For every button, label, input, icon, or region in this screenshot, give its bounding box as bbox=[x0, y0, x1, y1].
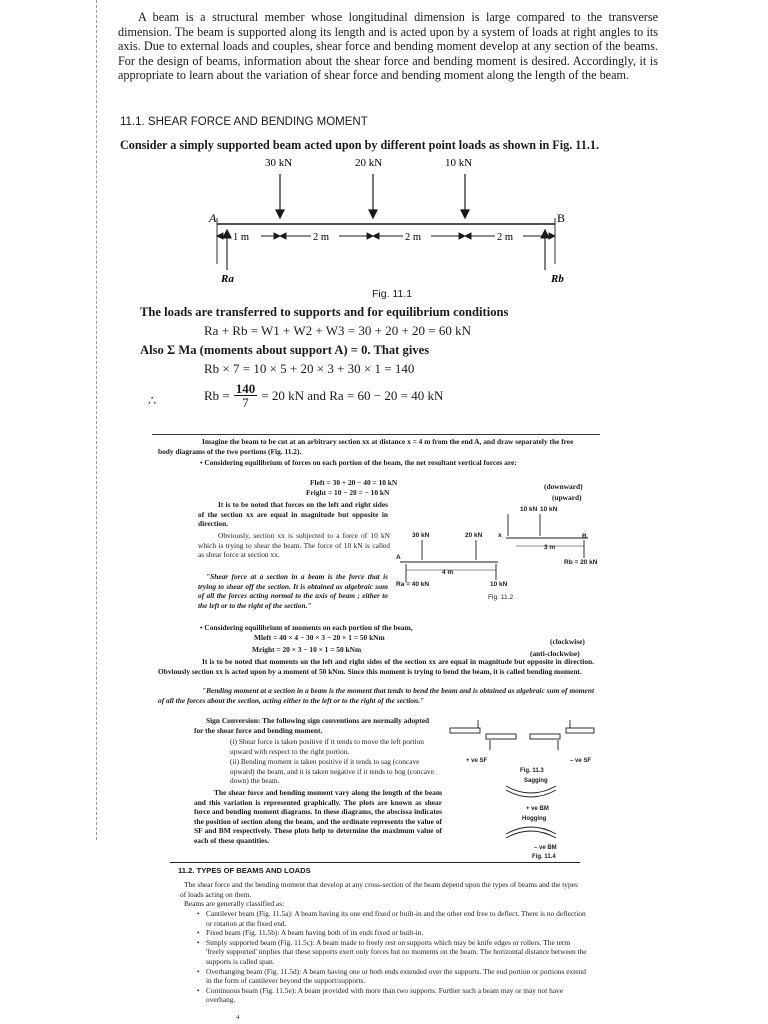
end-a-label: A bbox=[209, 211, 217, 225]
end-b-label: B bbox=[557, 211, 566, 225]
equilibrium-eq2: Rb × 7 = 10 × 5 + 20 × 3 + 30 × 1 = 140 bbox=[204, 361, 415, 376]
eq3-fraction bbox=[234, 382, 258, 409]
dim-arrow-left bbox=[217, 233, 223, 239]
hogging-curve bbox=[506, 827, 556, 834]
pos-bm-label: + ve BM bbox=[526, 806, 549, 812]
noted-moments-paragraph: It is to be noted that moments on the left and right sides of the section xx are equal in magnitude but opposite in direction. Obviously section xx is acted upon by a moment of 50 kNm. Since this moment is trying to bend the beam, it is called bending moment. bbox=[158, 657, 594, 676]
dim-arrow-2b bbox=[373, 233, 379, 239]
sagging-curve bbox=[506, 786, 556, 793]
noted-forces-paragraph: It is to be noted that forces on the left and right sides of the section xx are equal in magnitude but opposite in direction. bbox=[198, 500, 388, 529]
sign-rule-i: (i) Shear force is taken positive if it tends to move the left portion upward with respect to the right portion. bbox=[230, 737, 424, 756]
considering-forces: • Considering equilibrium of forces on each portion of the beam, the net resultant vertical forces are: bbox=[200, 458, 517, 467]
load-arrowhead-20 bbox=[369, 210, 377, 218]
sf-pos-left-block bbox=[450, 728, 480, 733]
f-left-eq: Fleft = 30 + 20 − 40 = 10 kN bbox=[310, 478, 398, 487]
sign-intro: Sign Conversion: The following sign conventions are normally adopted for the shear force and bending moment. bbox=[194, 716, 430, 735]
equilibrium-eq1: Ra + Rb = W1 + W2 + W3 = 30 + 20 + 20 = 60 kN bbox=[204, 323, 472, 338]
sign-rule-ii: (ii) Bending moment is taken positive if it tends to sag (concave upward) the beam, and it is taken negative if it tends to hog (concave down) the beam. bbox=[230, 757, 434, 786]
fig-11-1-diagram bbox=[195, 152, 595, 287]
fig-11-3-4-diagram bbox=[446, 716, 596, 862]
span-1m: 1 m bbox=[233, 232, 250, 243]
neg-sf-label: – ve SF bbox=[570, 758, 592, 764]
section-heading: 11.1. SHEAR FORCE AND BENDING MOMENT bbox=[120, 116, 368, 128]
load-arrowhead-10 bbox=[461, 210, 469, 218]
f-right-eq: Fright = 10 − 20 = − 10 kN bbox=[306, 488, 390, 497]
fig-11-3-caption: Fig. 11.3 bbox=[520, 768, 544, 774]
fig2-span4: 4 m bbox=[442, 569, 454, 576]
reaction-arrowhead-b bbox=[541, 230, 549, 238]
page-mark: 4 bbox=[236, 1014, 240, 1021]
m-right-eq: Mright = 20 × 3 − 10 × 1 = 50 kNm bbox=[252, 645, 362, 654]
fig2-l10a: 10 kN bbox=[540, 506, 558, 513]
m-right-dir: (anti-clockwise) bbox=[530, 649, 580, 658]
m-left-eq: Mleft = 40 × 4 − 30 × 3 − 20 × 1 = 50 kNm bbox=[254, 633, 385, 642]
bottom-top-rule bbox=[170, 862, 580, 863]
hogging-curve-lower bbox=[506, 831, 556, 838]
reaction-arrowhead-a bbox=[223, 230, 231, 238]
fig-11-1-caption: Fig. 11.1 bbox=[372, 288, 413, 300]
fig2-ra: Ra = 40 kN bbox=[396, 581, 430, 588]
m-left-dir: (clockwise) bbox=[550, 637, 585, 646]
consider-line: Consider a simply supported beam acted upon by different point loads as shown in Fig. 11.1. bbox=[120, 138, 600, 152]
equilibrium-line1: The loads are transferred to supports and for equilibrium conditions bbox=[140, 305, 509, 319]
pos-sf-label: + ve SF bbox=[466, 758, 488, 764]
span-2m-b: 2 m bbox=[405, 232, 422, 243]
sf-neg-left-block bbox=[530, 734, 560, 739]
list-item-continuous: • Continuous beam (Fig. 11.5e): A beam provided with more than two supports. Further such a beam may or may not have overhang. bbox=[206, 986, 588, 1005]
therefore-symbol: ∴ bbox=[148, 393, 157, 408]
intro-paragraph: A beam is a structural member whose longitudinal dimension is large compared to the transverse dimension. The beam is supported along its length and is acted upon by a system of loads at right angles to its axis. Due to external loads and couples, shear force and bending moment develop at any section of the beams. For the design of beams, information about the shear force and bending moment is desired. Accordingly, it is appropriate to learn about the variation of shear force and bending moment along the length of the beam. bbox=[118, 10, 658, 83]
shear-definition: "Shear force at a section in a beam is the force that is trying to shear off the section. It is obtained as algebraic sum of all the forces acting normal to the axis of beam ; either to the left or to the right of the section." bbox=[198, 572, 388, 610]
load-arrowhead-30 bbox=[276, 210, 284, 218]
fig-11-2-caption: Fig. 11.2 bbox=[488, 594, 514, 601]
beam-types-list bbox=[194, 909, 588, 1005]
eq3-rhs: = 20 kN and Ra = 60 − 20 = 40 kN bbox=[261, 387, 444, 403]
types-classified: Beams are generally classified as: bbox=[184, 899, 285, 908]
fig2-b: B bbox=[582, 533, 587, 540]
eq3-denominator: 7 bbox=[242, 395, 249, 410]
fig2-l10c: 10 kN bbox=[490, 581, 508, 588]
obviously-paragraph: Obviously, section xx is subjected to a force of 10 kN which is trying to shear the beam. The force of 10 kN is called as shear force at section xx. bbox=[198, 531, 390, 560]
fig-11-4-caption: Fig. 11.4 bbox=[532, 854, 556, 860]
span-2m-c: 2 m bbox=[497, 232, 514, 243]
rb-label: Rb bbox=[551, 273, 564, 285]
f-left-dir: (downward) bbox=[544, 482, 583, 491]
bending-definition: "Bending moment at a section in a beam is the moment that tends to bend the beam and is obtained as algebraic sum of moment of all the forces about the section, acting either to the left or to the right of the section." bbox=[158, 686, 594, 705]
sf-neg-right-block bbox=[566, 728, 594, 733]
equilibrium-line2: Also Σ Ma (moments about support A) = 0. That gives bbox=[140, 343, 430, 357]
dim-arrow-3b bbox=[465, 233, 471, 239]
considering-moments: • Considering equilibrium of moments on each portion of the beam, bbox=[200, 623, 413, 632]
list-item-overhanging: • Overhanging beam (Fig. 11.5d): A beam having one or both ends extended over the supports. The end portion or portions extend in the form of cantilever beyond the support/supports. bbox=[206, 967, 588, 986]
eq3-numerator: 140 bbox=[235, 381, 256, 396]
ra-label: Ra bbox=[221, 273, 234, 285]
hogging-label: Hogging bbox=[522, 816, 547, 822]
f-right-dir: (upward) bbox=[552, 493, 582, 502]
sagging-curve-lower bbox=[506, 790, 556, 797]
eq3-lhs: Rb = bbox=[204, 387, 230, 403]
vary-paragraph: The shear force and bending moment vary along the length of the beam and this variation is represented graphically. The plots are known as shear force and bending moment diagrams. In these diagrams, the abscissa indicates the position of section along the beam, and the ordinate represents the value of SF and BM respectively. These plots help to determine the maximum value of each of these quantities. bbox=[194, 788, 442, 845]
list-item-cantilever: • Cantilever beam (Fig. 11.5a): A beam having its one end fixed or built-in and the other end free to deflect. There is no deflection or rotation at the fixed end. bbox=[206, 909, 588, 928]
fig2-l30: 30 kN bbox=[412, 532, 430, 539]
types-intro: The shear force and the bending moment that develop at any cross-section of the beam depend upon the types of beams and the types of loads acting on them. bbox=[180, 880, 578, 899]
fig2-x: x bbox=[498, 532, 502, 539]
fig2-l20: 20 kN bbox=[465, 532, 483, 539]
list-item-simply-supported: • Simply supported beam (Fig. 11.5c): A beam made to freely rest on supports which may be knife edges or rollers. The term 'freely supported' implies that these supports exert only forces but no moments on the beam. The horizontal distance between the supports is called span. bbox=[206, 938, 588, 967]
imagine-paragraph: Imagine the beam to be cut at an arbitrary section xx at distance x = 4 m from the end A, and draw separately the free body diagrams of the two portions (Fig. 11.2). bbox=[158, 437, 574, 456]
sagging-label: Sagging bbox=[524, 778, 548, 784]
neg-bm-label: – ve BM bbox=[534, 845, 557, 851]
sf-pos-right-block bbox=[486, 734, 516, 739]
load-20-label: 20 kN bbox=[355, 157, 383, 169]
fig2-span3: 3 m bbox=[544, 544, 556, 551]
fig-11-2-diagram bbox=[392, 502, 598, 602]
fig2-rb: Rb = 20 kN bbox=[564, 559, 598, 566]
dim-arrow-1b bbox=[280, 233, 286, 239]
fig2-a: A bbox=[396, 554, 401, 561]
dim-arrow-right bbox=[549, 233, 555, 239]
equilibrium-eq3 bbox=[204, 382, 443, 409]
span-2m-a: 2 m bbox=[313, 232, 330, 243]
types-heading: 11.2. TYPES OF BEAMS AND LOADS bbox=[178, 866, 311, 875]
margin-dashed-line bbox=[96, 0, 97, 840]
middle-top-rule bbox=[152, 434, 600, 435]
list-item-fixed: • Fixed beam (Fig. 11.5b): A beam having both of its ends fixed or built-in. bbox=[206, 928, 588, 938]
load-30-label: 30 kN bbox=[265, 157, 293, 169]
fig2-l10b-top: 10 kN bbox=[520, 506, 538, 513]
load-10-label: 10 kN bbox=[445, 157, 473, 169]
